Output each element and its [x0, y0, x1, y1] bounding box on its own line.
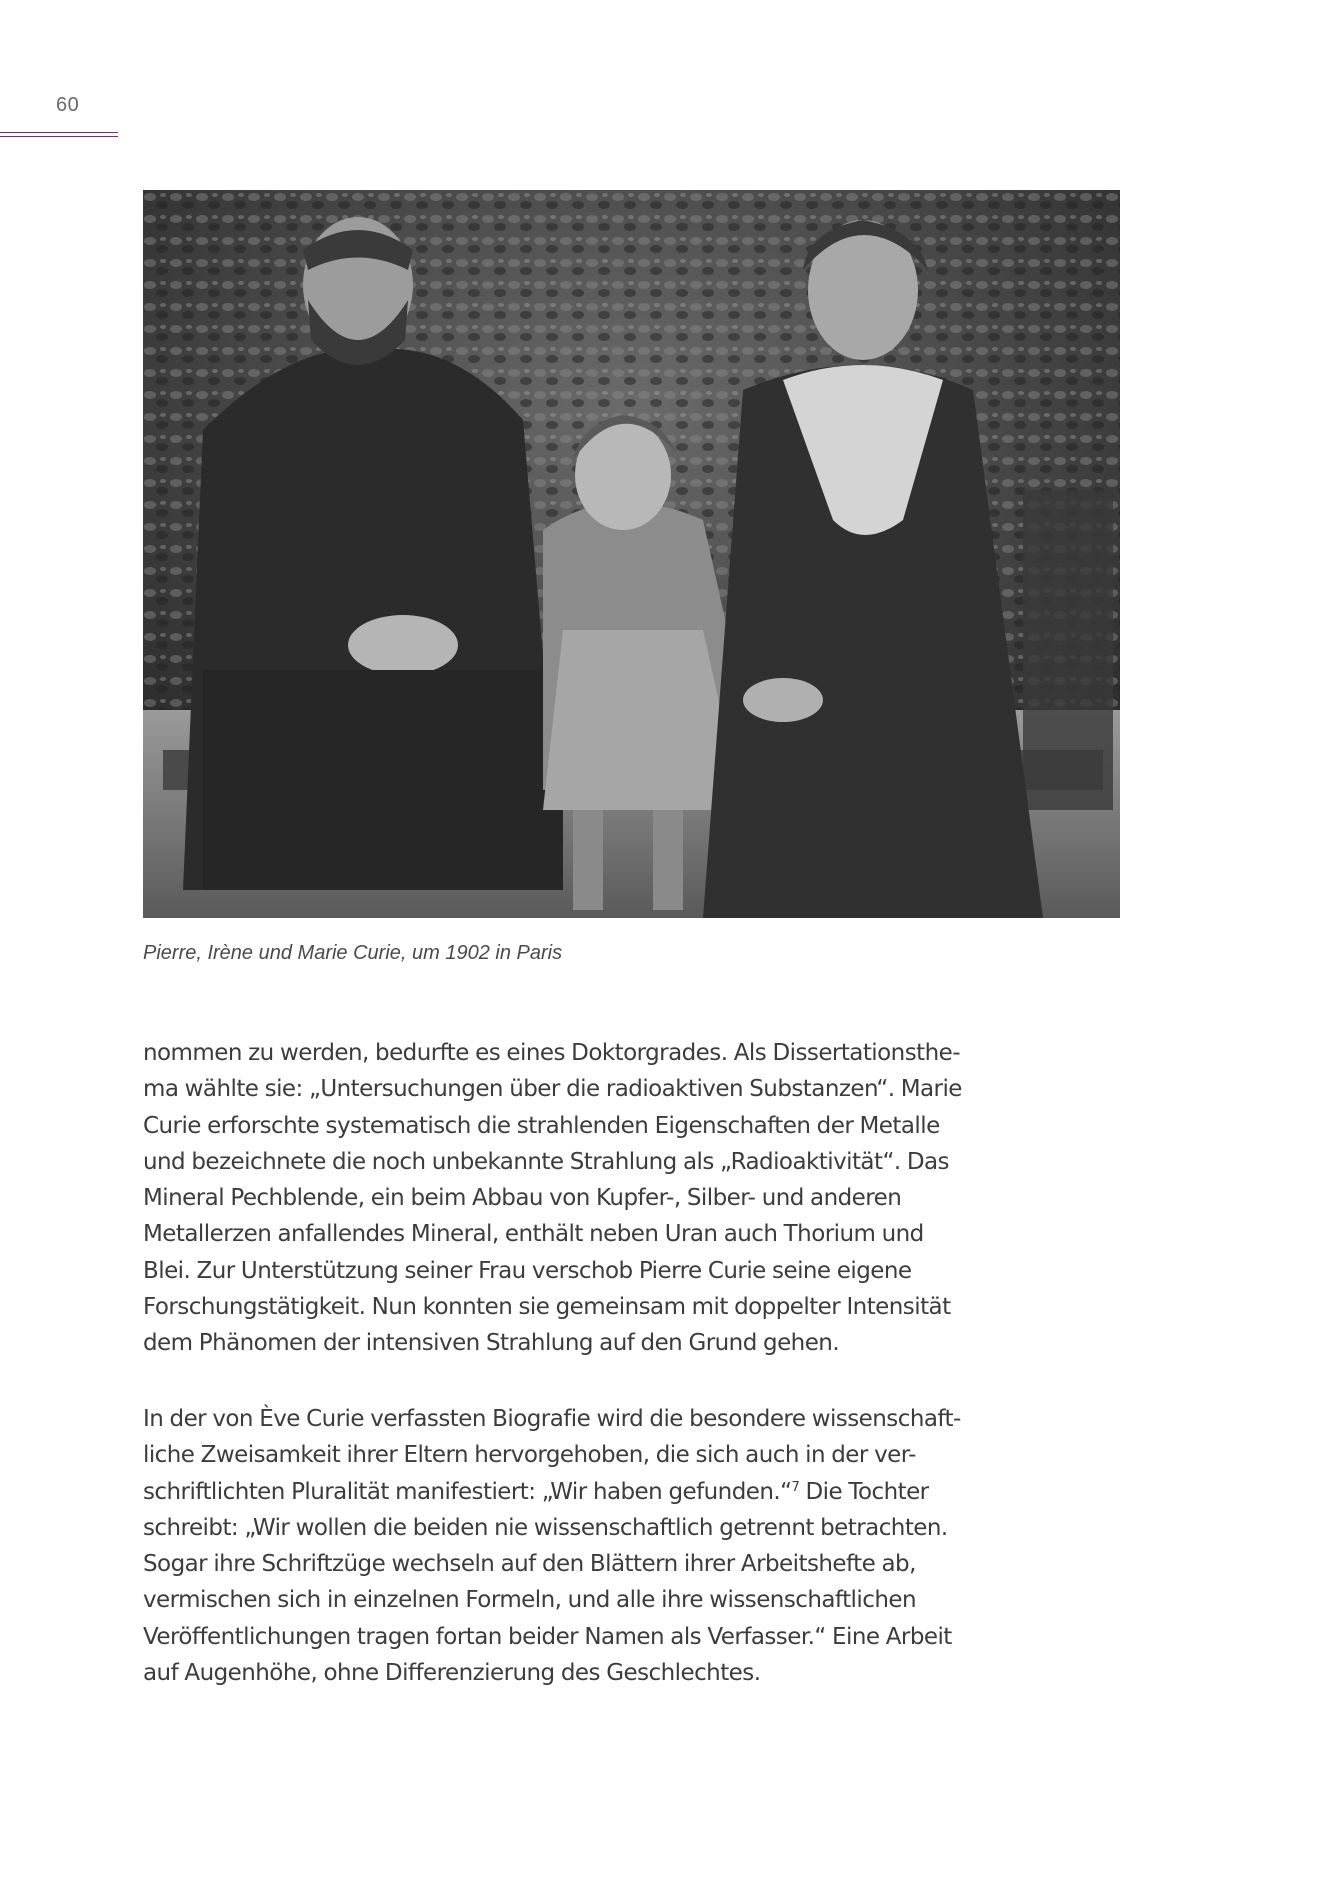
text-line: Forschungstätigkeit. Nun konnten sie gemeinsam mit doppelter Intensität — [143, 1294, 951, 1321]
text-line: Curie erforschte systematisch die strahlenden Eigenschaften der Metalle — [143, 1112, 940, 1139]
text-segment: Die Tochter — [799, 1478, 929, 1505]
text-line-with-footnote — [143, 1474, 1078, 1510]
page-number: 60 — [56, 94, 80, 116]
text-line: Blei. Zur Unterstützung seiner Frau verschob Pierre Curie seine eigene — [143, 1257, 912, 1284]
text-line: Mineral Pechblende, ein beim Abbau von Kupfer-, Silber- und anderen — [143, 1185, 902, 1212]
photo-caption: Pierre, Irène und Marie Curie, um 1902 in Paris — [143, 942, 563, 964]
text-line: Sogar ihre Schriftzüge wechseln auf den Blättern ihrer Arbeitshefte ab, — [143, 1551, 916, 1578]
text-line: In der von Ève Curie verfassten Biografie wird die besondere wissenschaft- — [143, 1406, 961, 1432]
text-line: schreibt: „Wir wollen die beiden nie wissenschaftlich getrennt betrachten. — [143, 1514, 948, 1541]
text-line: auf Augenhöhe, ohne Differenzierung des Geschlechtes. — [143, 1660, 761, 1687]
body-paragraph-2 — [143, 1401, 1078, 1691]
text-line: liche Zweisamkeit ihrer Eltern hervorgehoben, die sich auch in der ver- — [143, 1442, 916, 1469]
photo-illustration — [143, 190, 1120, 918]
footnote-marker[interactable]: 7 — [791, 1479, 800, 1495]
text-segment: schriftlichten Pluralität manifestiert: „Wir haben gefunden.“ — [143, 1478, 792, 1505]
body-paragraph-1 — [143, 1035, 1078, 1362]
text-line: Metallerzen anfallendes Mineral, enthält neben Uran auch Thorium und — [143, 1221, 924, 1248]
text-line: Veröffentlichungen tragen fortan beider Namen als Verfasser.“ Eine Arbeit — [143, 1623, 952, 1650]
text-line: nommen zu werden, bedurfte es eines Doktorgrades. Als Dissertationsthe- — [143, 1040, 960, 1066]
text-line: ma wählte sie: „Untersuchungen über die radioaktiven Substanzen“. Marie — [143, 1076, 962, 1103]
text-line: dem Phänomen der intensiven Strahlung auf den Grund gehen. — [143, 1330, 840, 1357]
text-line: und bezeichnete die noch unbekannte Strahlung als „Radioaktivität“. Das — [143, 1148, 949, 1175]
page-number-rule — [0, 132, 118, 137]
curie-family-photo — [143, 190, 1120, 918]
text-line: vermischen sich in einzelnen Formeln, und alle ihre wissenschaftlichen — [143, 1587, 916, 1614]
